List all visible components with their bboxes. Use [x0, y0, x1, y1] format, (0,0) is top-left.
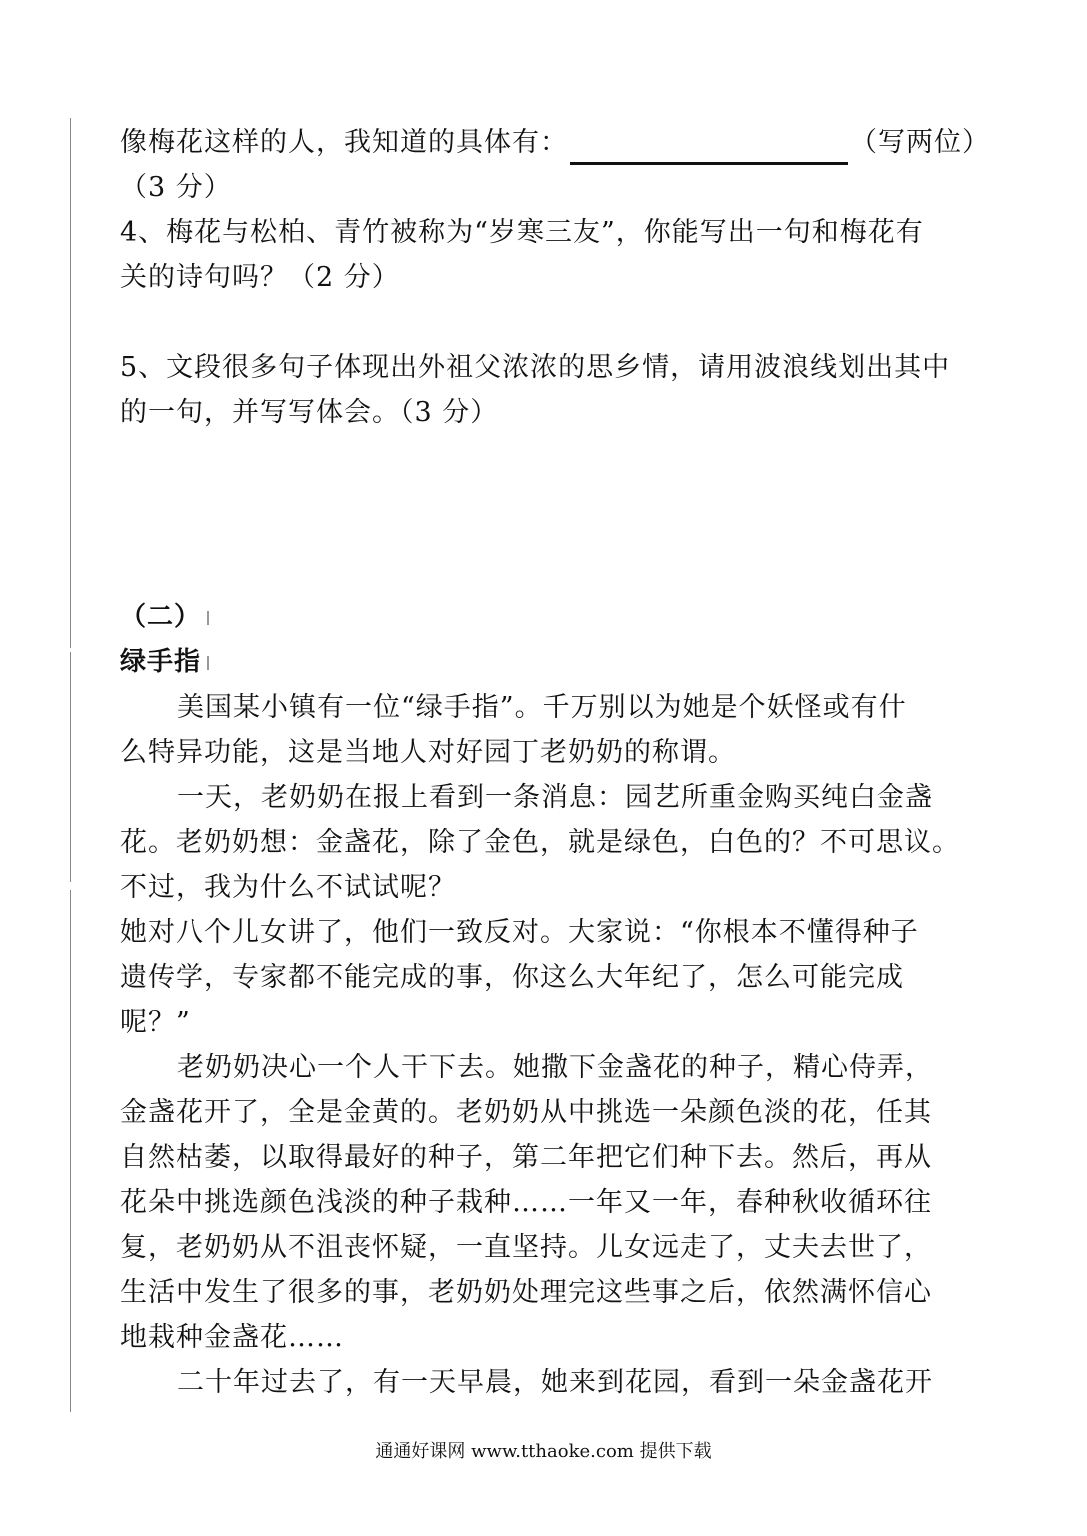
- paragraph-3-line-1: 她对八个儿女讲了，他们一致反对。大家说：“你根本不懂得种子: [120, 917, 919, 948]
- paragraph-3-line-3: 呢？”: [120, 1007, 191, 1038]
- answer-blank[interactable]: [570, 132, 848, 165]
- answer-space: [120, 435, 970, 595]
- section-number-text: （二）: [120, 602, 202, 632]
- paragraph-2-line-3: 不过，我为什么不试试呢？: [120, 872, 456, 903]
- passage-title: [120, 640, 970, 685]
- cursor-mark: [207, 656, 209, 670]
- page-content: [120, 120, 990, 1405]
- question-4-line-2: 关的诗句吗？（2 分）: [120, 262, 400, 293]
- margin-line: [70, 890, 71, 1412]
- margin-line: [70, 118, 71, 648]
- passage-title-text: 绿手指: [120, 647, 202, 677]
- question-3-prompt: 像梅花这样的人，我知道的具体有：: [120, 127, 568, 158]
- paragraph-1-line-1: 美国某小镇有一位“绿手指”。千万别以为她是个妖怪或有什: [177, 692, 907, 723]
- section-number: [120, 595, 970, 640]
- paragraph-4-line-3: 自然枯萎，以取得最好的种子，第二年把它们种下去。然后，再从: [120, 1142, 932, 1173]
- paragraph-4-line-2: 金盏花开了，全是金黄的。老奶奶从中挑选一朵颜色淡的花，任其: [120, 1097, 932, 1128]
- paragraph-4-line-4: 花朵中挑选颜色浅淡的种子栽种……一年又一年，春种秋收循环往: [120, 1187, 932, 1218]
- paragraph-4-line-7: 地栽种金盏花……: [120, 1322, 344, 1353]
- paragraph-3-line-2: 遗传学，专家都不能完成的事，你这么大年纪了，怎么可能完成: [120, 962, 904, 993]
- question-5-line-2: 的一句，并写写体会。（3 分）: [120, 397, 499, 428]
- question-5-line-1: 5、文段很多句子体现出外祖父浓浓的思乡情，请用波浪线划出其中: [120, 352, 951, 383]
- question-3-suffix: （写两位）: [850, 127, 990, 158]
- footer-text: 通通好课网 www.tthaoke.com 提供下载: [375, 1441, 712, 1462]
- paragraph-1-line-2: 么特异功能，这是当地人对好园丁老奶奶的称谓。: [120, 737, 736, 768]
- paragraph-4-line-5: 复，老奶奶从不沮丧怀疑，一直坚持。儿女远走了，丈夫去世了，: [120, 1232, 932, 1263]
- answer-space: [120, 300, 970, 345]
- paragraph-4-line-1: 老奶奶决心一个人干下去。她撒下金盏花的种子，精心侍弄，: [177, 1052, 933, 1083]
- cursor-mark: [207, 611, 209, 625]
- margin-line: [70, 652, 71, 882]
- question-3-score: （3 分）: [120, 172, 232, 203]
- paragraph-5-line-1: 二十年过去了，有一天早晨，她来到花园，看到一朵金盏花开: [177, 1367, 933, 1398]
- paragraph-2-line-1: 一天，老奶奶在报上看到一条消息：园艺所重金购买纯白金盏: [177, 782, 933, 813]
- question-4-line-1: 4、梅花与松柏、青竹被称为“岁寒三友”，你能写出一句和梅花有: [120, 217, 924, 248]
- paragraph-4-line-6: 生活中发生了很多的事，老奶奶处理完这些事之后，依然满怀信心: [120, 1277, 932, 1308]
- paragraph-2-line-2: 花。老奶奶想：金盏花，除了金色，就是绿色，白色的？不可思议。: [120, 827, 960, 858]
- question-3-line: [120, 120, 990, 165]
